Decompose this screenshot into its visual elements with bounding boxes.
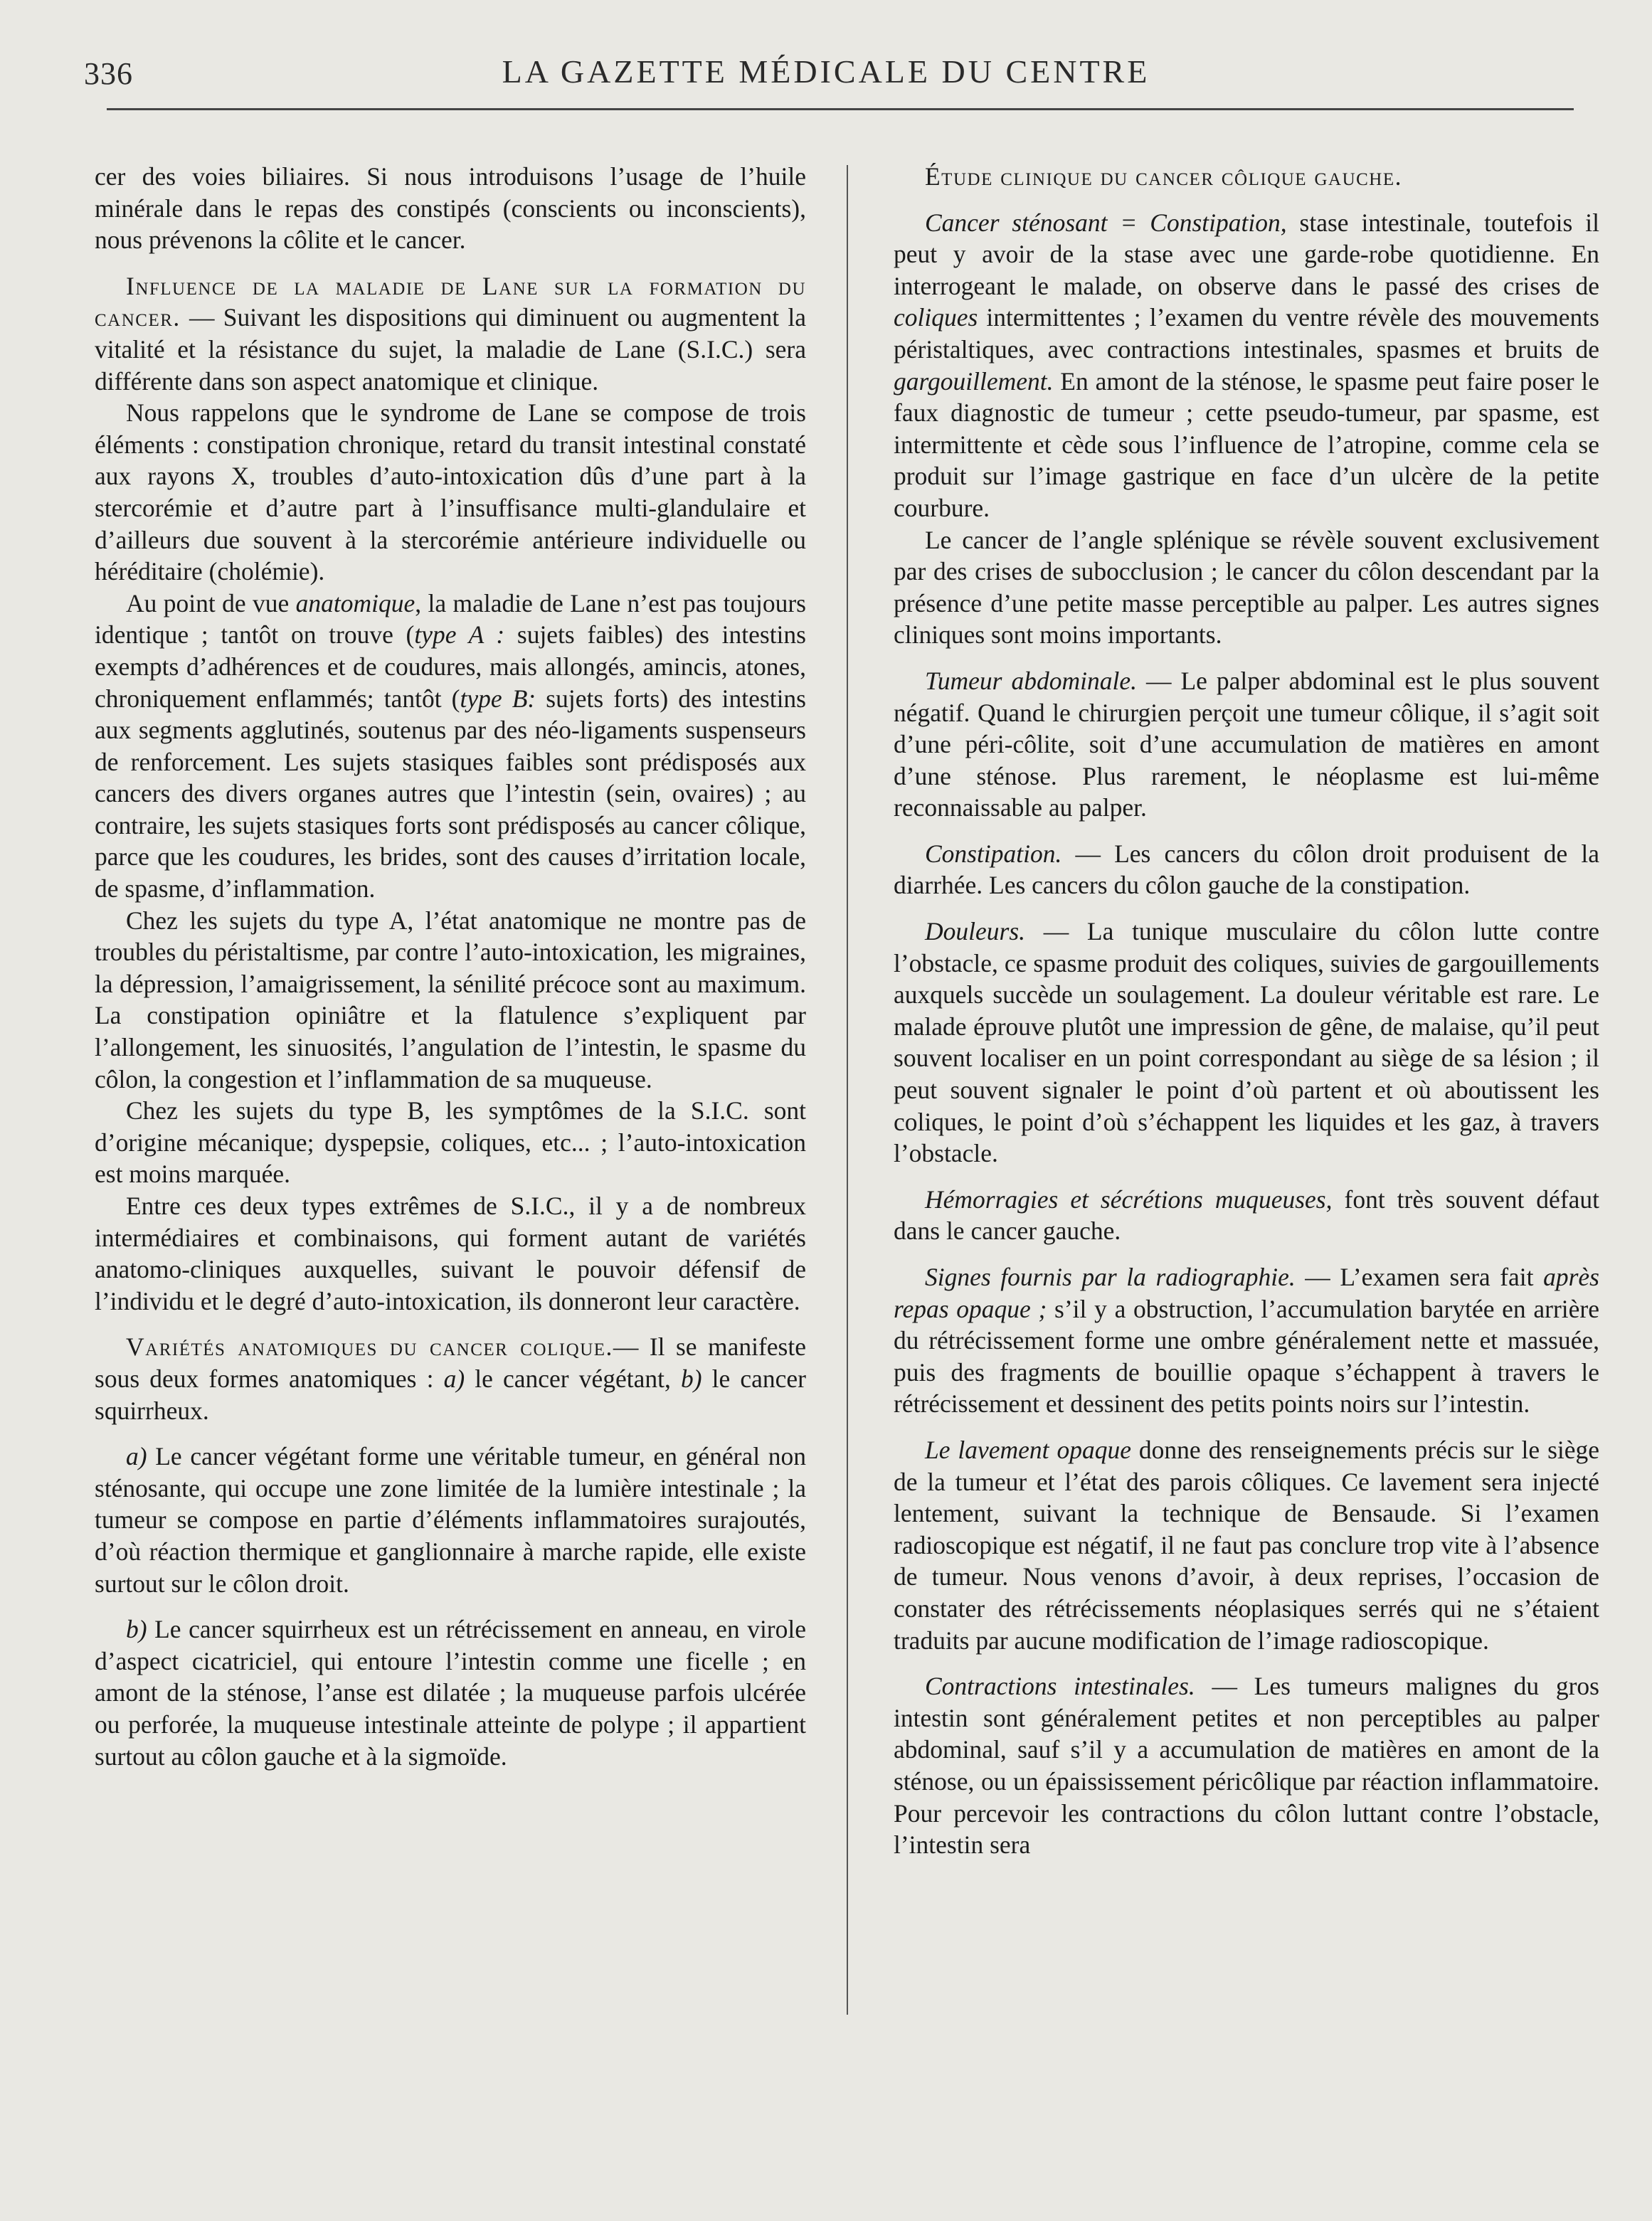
emphasis: anatomique (295, 588, 415, 617)
paragraph: Chez les sujets du type B, les symptômes de la S.I.C. sont d’origine mécanique; dyspepsie, coliques, etc... ; l’auto-intoxication est moins marquée. (95, 1096, 806, 1189)
paragraph-text: , la maladie de Lane n’est pas toujours identique ; tantôt on trouve ( (95, 588, 806, 650)
section-heading: Étude clinique du cancer côlique gauche. (925, 162, 1402, 191)
emphasis: après repas opaque ; (894, 1263, 1599, 1323)
paragraph-text: Le cancer végétant forme une véritable tumeur, en général non sténosante, qui occupe une zone limitée de la lumière intestinale ; la tumeur se compose en partie d’éléments inflammatoires surajoutés, d’où réaction thermique et ganglionnaire à marche rapide, elle existe surtout sur le côlon droit. (95, 1442, 806, 1598)
emphasis: Le lavement opaque (925, 1435, 1131, 1464)
paragraph-text: — Suivant les dispositions qui diminuent ou augmentent la vitalité et la résistance du sujet, la maladie de Lane (S.I.C.) sera différente dans son aspect anatomique et clinique. (95, 303, 806, 396)
section-heading: Influence de la maladie de Lane sur la formation du cancer. (95, 271, 806, 332)
column-divider (847, 165, 848, 2015)
paragraph: Chez les sujets du type A, l’état anatomique ne montre pas de troubles du péristaltisme, par contre l’auto-intoxication, les migraines, la dépression, l’amaigrissement, la sénilité précoce sont au maximum. La constipation opiniâtre et la flatulence s’expliquent par l’allongement, les sinuosités, l’angulation de l’intestin, le spasme du côlon, la congestion et l’inflammation de sa muqueuse. (95, 906, 806, 1093)
paragraph-text: — Les cancers du côlon droit produisent de la diarrhée. Les cancers du côlon gauche de la constipation. (894, 839, 1599, 900)
paragraph: Entre ces deux types extrêmes de S.I.C., il y a de nombreux intermédiaires et combinaisons, qui forment autant de variétés anatomo-cliniques auxquelles, suivant le pouvoir défensif de l’individu et le degré d’auto-intoxication, ils donneront leur caractère. (95, 1192, 806, 1315)
emphasis: type B: (460, 684, 536, 713)
paragraph (894, 1670, 1599, 1861)
paragraph (95, 1613, 806, 1772)
list-marker: b) (126, 1615, 147, 1644)
paragraph-text: — Il se manifeste sous deux formes anatomiques : (95, 1332, 806, 1393)
paragraph: Nous rappelons que le syndrome de Lane se compose de trois éléments : constipation chronique, retard du transit intestinal constaté aux rayons X, troubles d’auto-intoxication dûs d’une part à la stercorémie et d’autre part à l’insuffisance multi-glandulaire et d’ailleurs due souvent à la stercorémie antérieure individuelle ou héréditaire (cholémie). (95, 398, 806, 586)
paragraph-text: — Les tumeurs malignes du gros intestin sont généralement petites et non perceptibles au palper abdominal, sauf s’il y a accumulation de matières en amont de la sténose, ou un épaississement péricôlique par réaction inflammatoire. Pour percevoir les contractions du côlon luttant contre l’obstacle, l’intestin sera (894, 1672, 1599, 1860)
paragraph-text: le cancer squirrheux. (95, 1364, 806, 1425)
page-number: 336 (84, 56, 133, 91)
emphasis: Signes fournis par la radiographie. (925, 1263, 1296, 1291)
paragraph-text: En amont de la sténose, le spasme peut faire poser le faux diagnostic de tumeur ; cette pseudo-tumeur, par spasme, est intermittente et cède sous l’influence de l’atropine, comme cela se produit sur l’image gastrique en face d’un ulcère de la petite courbure. (894, 366, 1599, 522)
paragraph (95, 270, 806, 397)
paragraph-text: donne des renseignements précis sur le siège de la tumeur et l’état des parois côliques. Ce lavement sera injecté lentement, suivant la technique de Bensaude. Si l’examen radioscopique est négatif, il ne faut pas conclure trop vite à l’absence de tumeur. Nous venons d’avoir, à deux reprises, l’occasion de constater des rétrécissements néoplasiques serrés qui ne s’étaient traduits par aucune modification de l’image radioscopique. (894, 1435, 1600, 1655)
emphasis: b) (680, 1364, 702, 1393)
header-rule (107, 108, 1574, 110)
list-marker: a) (126, 1442, 147, 1471)
paragraph (894, 1434, 1599, 1656)
paragraph (95, 1331, 806, 1426)
paragraph-text: font très souvent défaut dans le cancer gauche. (894, 1184, 1600, 1246)
paragraph-text: s’il y a obstruction, l’accumulation barytée en arrière du rétrécissement forme une ombre généralement nette et massuée, puis des fragments de bouillie opaque s’échappent à travers le rétrécissement et dessinent des petits points noirs sur l’intestin. (894, 1294, 1599, 1419)
section-heading: Variétés anatomiques du cancer colique. (126, 1332, 613, 1362)
emphasis: a) (443, 1364, 465, 1393)
paragraph-text: — Le palper abdominal est le plus souvent négatif. Quand le chirurgien perçoit une tumeur côlique, il s’agit soit d’une péri-côlite, soit d’une accumulation de matières en amont d’une sténose. Plus rarement, le néoplasme est lui-même reconnaissable au palper. (894, 666, 1599, 822)
emphasis: Tumeur abdominale. (925, 666, 1137, 695)
emphasis: Constipation. (925, 839, 1062, 868)
paragraph (894, 916, 1599, 1170)
paragraph-text: intermittentes ; l’examen du ventre révèle des mouvements péristaltiques, avec contractions intestinales, spasmes et bruits de (894, 303, 1599, 364)
paragraph (894, 1184, 1599, 1247)
paragraph-text: sujets faibles) des intestins exempts d’adhérences et de coudures, mais allongés, amincis, atones, chroniquement enflammés; tantôt ( (95, 620, 806, 713)
paragraph-text: Au point de vue (126, 588, 296, 617)
emphasis: Hémorragies et sécrétions muqueuses, (925, 1184, 1333, 1214)
emphasis: gargouillement. (894, 366, 1054, 396)
journal-title: LA GAZETTE MÉDICALE DU CENTRE (502, 53, 1150, 90)
paragraph (95, 1441, 806, 1599)
paragraph (894, 207, 1599, 524)
emphasis: Cancer sténosant = Constipation, (925, 208, 1287, 237)
paragraph-text: — La tunique musculaire du côlon lutte contre l’obstacle, ce spasme produit des coliques, suivies de gargouillements auxquels succède un soulagement. La douleur véritable est rare. Le malade éprouve plutôt une impression de gêne, de malaise, qu’il peut souvent localiser en un point correspondant au siège de sa lésion ; il peut souvent signaler le point d’où partent et où aboutissent les coliques, le point d’où s’échappent les liquides et les gaz, à travers l’obstacle. (894, 917, 1599, 1168)
paragraph-text: Le cancer squirrheux est un rétrécissement en anneau, en virole d’aspect cicatriciel, qui entoure l’intestin comme une ficelle ; en amont de la sténose, l’anse est dilatée ; la muqueuse parfois ulcérée ou perforée, la muqueuse intestinale atteinte de polype ; il appartient surtout au côlon gauche et à la sigmoïde. (95, 1615, 806, 1771)
paragraph-text: le cancer végétant, (465, 1364, 681, 1393)
emphasis: coliques (894, 303, 978, 332)
paragraph (894, 665, 1599, 824)
emphasis: type A : (414, 620, 505, 650)
paragraph: Le cancer de l’angle splénique se révèle souvent exclusivement par des crises de subocclusion ; le cancer du côlon descendant par la présence d’une petite masse perceptible au palper. Les autres signes cliniques sont moins importants. (894, 525, 1599, 650)
left-column (95, 161, 806, 1772)
paragraph (894, 161, 1599, 193)
paragraph (894, 838, 1599, 901)
paragraph (894, 1261, 1599, 1420)
paragraph-text: — L’examen sera fait (1295, 1263, 1544, 1291)
right-column (894, 161, 1599, 1861)
paragraph-text: stase intestinale, toutefois il peut y avoir de la stase avec une garde-robe quotidienne. En interrogeant le malade, on observe dans le passé des crises de (894, 208, 1599, 300)
paragraph (95, 588, 806, 905)
emphasis: Contractions intestinales. (925, 1672, 1195, 1701)
emphasis: Douleurs. (925, 917, 1026, 946)
paragraph-text: sujets forts) des intestins aux segments agglutinés, soutenus par des néo-ligaments suspenseurs de renforcement. Les sujets stasiques faibles sont prédisposés aux cancers des divers organes autres que l’intestin (sein, ovaires) ; au contraire, les sujets stasiques forts sont prédisposés au cancer côlique, parce que les coudures, les brides, sont des causes d’irritation locale, de spasme, d’inflammation. (95, 684, 806, 903)
paragraph: cer des voies biliaires. Si nous introduisons l’usage de l’huile minérale dans le repas des constipés (conscients ou inconscients), nous prévenons la côlite et le cancer. (95, 162, 806, 255)
